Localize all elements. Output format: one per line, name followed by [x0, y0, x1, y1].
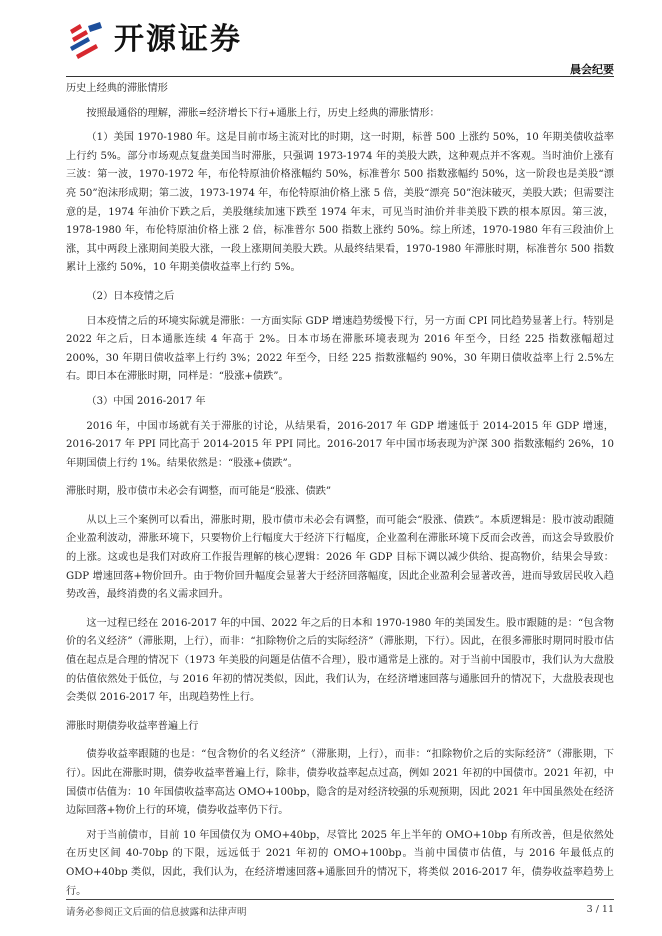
document-body: [66, 80, 614, 901]
paragraph: 对于当前债市，目前 10 年国债仅为 OMO+40bp，尽管比 2025 年上半年的 OMO+10bp 有所改善，但是依然处在历史区间 40-70bp 的下限，远远低于 2021 年初的 OMO+100bp。当前中国债市估值，与 2016 年最低点的 OMO+40bp 类似，因此，我们认为，在经济增速回落+通胀回升的情况下，将类似 2016-2017 年，债券收益率趋势上行。: [66, 829, 614, 897]
report-type-label: 晨会纪要: [570, 63, 614, 76]
footer-divider: [66, 899, 614, 900]
paragraph: 日本疫情之后的环境实际就是滞胀：一方面实际 GDP 增速趋势缓慢下行，另一方面 CPI 同比趋势显著上行。特别是 2022 年之后，日本通胀连续 4 年高于 2%。日本市场在滞胀环境表现为 2016 年至今，日经 225 指数涨幅超过 200%，30 年期日债收益率上行约 3%；2022 年至今，日经 225 指数涨幅约 90%，30 年期日债收益率上行 2.5%左右。即日本在滞胀时期，同样是：“股涨+债跌”。: [66, 315, 614, 383]
header-divider: [66, 76, 614, 77]
logo-mark-icon: [66, 20, 106, 60]
paragraph: 这一过程已经在 2016-2017 年的中国、2022 年之后的日本和 1970-1980 年的美国发生。股市跟随的是：“包含物价的名义经济”（滞胀期，上行），而非：“扣除物价之后的实际经济”（滞胀期，下行）。因此，在很多滞胀时期同时股市估值在起点是合理的情况下（1973 年美股的问题是估值不合理），股市通常是上涨的。对于当前中国股市，我们认为大盘股的估值依然处于低位，与 2016 年初的情况类似，因此，我们认为，在经济增速回落与通胀回升的情况下，大盘股表现也会类似 2016-2017 年，出现趋势性上行。: [66, 617, 614, 704]
paragraph: 从以上三个案例可以看出，滞胀时期，股市债市未必会有调整，而可能会“股涨、债跌”。本质逻辑是：股市波动跟随企业盈利波动，滞胀环境下，只要物价上行幅度大于经济下行幅度，企业盈利在滞胀环境下反而会改善，而这会导致股价的上涨。这或也是我们对政府工作报告理解的核心逻辑：2026 年 GDP 目标下调以减少供给、提高物价，结果会导致：GDP 增速回落+物价回升。由于物价回升幅度会显著大于经济回落幅度，因此企业盈利会显著改善，进而导致居民收入趋势改善，最终消费的名义需求回升。: [66, 514, 614, 601]
section-title: 滞胀时期，股市债市未必会有调整，而可能是“股涨、债跌”: [66, 486, 332, 498]
company-name: 开源证券: [114, 22, 242, 57]
paragraph: （3）中国 2016-2017 年: [86, 395, 206, 407]
paragraph: 按照最通俗的理解，滞胀=经济增长下行+通胀上行，历史上经典的滞胀情形：: [86, 107, 440, 119]
section-title: 滞胀时期债券收益率普遍上行: [66, 720, 199, 732]
section-title: 历史上经典的滞胀情形: [66, 83, 168, 94]
company-logo: [66, 20, 242, 60]
paragraph: 债券收益率跟随的也是：“包含物价的名义经济”（滞胀期，上行），而非：“扣除物价之后的实际经济”（滞胀期，下行）。因此在滞胀时期，债券收益率普遍上行，除非，债券收益率起点过高，例如 2021 年初的中国债市。2021 年初，中国债市估值为：10 年国债收益率高达 OMO+100bp，隐含的是对经济较强的乐观预期，因此 2021 年中国虽然处在经济边际回落+物价上行的环境，债券收益率仍下行。: [66, 749, 614, 817]
footer-disclaimer: 请务必参阅正文后面的信息披露和法律声明: [66, 907, 247, 918]
paragraph: （1）美国 1970-1980 年。这是目前市场主流对比的时期，这一时期，标普 500 上涨约 50%，10 年期美债收益率上行约 5%。部分市场观点复盘美国当时滞胀，只强调 1973-1974 年的美股大跌，这种观点并不客观。当时油价上涨有三波：第一波，1970-1972 年，布伦特原油价格涨幅约 50%，标准普尔 500 指数涨幅约 50%，这一阶段也是美股“漂亮 50”泡沫形成期；第二波，1973-1974 年，布伦特原油价格上涨 5 倍，美股“漂亮 50”泡沫破灭，美股大跌；但需要注意的是，1974 年油价下跌之后，美股继续加速下跌至 1974 年末，可见当时油价并非美股下跌的根本原因。第三波，1978-1980 年，布伦特原油价格上涨 2 倍，标准普尔 500 指数上涨约 50%。综上所述，1970-1980 年有三段油价上涨，其中两段上涨期间美股大涨，一段上涨期间美股大跌。从最终结果看，1970-1980 年滞胀时期，标准普尔 500 指数累计上涨约 50%，10 年期美债收益率上行约 5%。: [66, 132, 614, 274]
page-header: [0, 0, 662, 78]
paragraph: （2）日本疫情之后: [86, 290, 175, 302]
page-number: 3 / 11: [586, 904, 614, 915]
paragraph: 2016 年，中国市场就有关于滞胀的讨论，从结果看，2016-2017 年 GDP 增速低于 2014-2015 年 GDP 增速，2016-2017 年 PPI 同比高于 2014-2015 年 PPI 同比。2016-2017 年中国市场表现为沪深 300 指数涨幅约 26%，10 年期国债上行约 1%。结果依然是：“股涨+债跌”。: [66, 420, 614, 469]
